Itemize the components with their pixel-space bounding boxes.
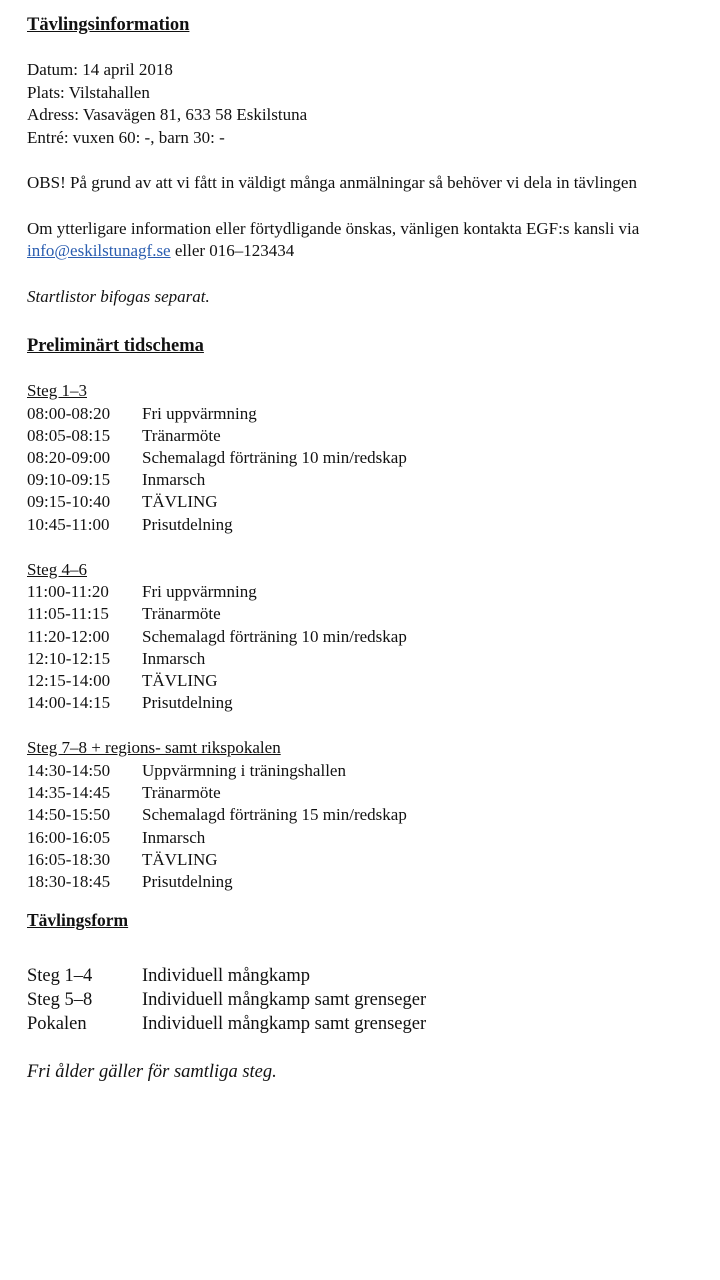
schedule-row (27, 871, 720, 893)
form-row-label: Pokalen (27, 1014, 87, 1035)
schedule-time: 12:10-12:15 (27, 648, 111, 668)
schedule-row (27, 491, 720, 513)
schedule-time: 12:15-14:00 (27, 671, 111, 691)
schedule-row (27, 760, 720, 782)
adress-line: Adress: Vasavägen 81, 633 58 Eskilstuna (27, 105, 308, 124)
schedule-activity: Uppvärmning i träningshallen (142, 760, 346, 780)
schedule-group (27, 737, 720, 893)
schedule-time: 16:00-16:05 (27, 827, 111, 847)
schedule-activity: Schemalagd förträning 15 min/redskap (142, 805, 407, 825)
schedule-time: 10:45-11:00 (27, 514, 110, 534)
form-row-label: Steg 1–4 (27, 966, 93, 987)
form-row-value: Individuell mångkamp samt grenseger (142, 1014, 427, 1035)
schedule-row (27, 827, 720, 849)
schedule-time: 14:30-14:50 (27, 760, 111, 780)
schedule-row (27, 469, 720, 491)
email-link[interactable]: info@eskilstunagf.se (27, 241, 171, 260)
form-heading: Tävlingsform (27, 910, 129, 931)
datum-line: Datum: 14 april 2018 (27, 60, 173, 79)
schedule-row (27, 849, 720, 871)
schedule-activity: Prisutdelning (142, 871, 233, 891)
schedule-activity: TÄVLING (142, 492, 218, 512)
plats-line: Plats: Vilstahallen (27, 82, 150, 102)
schedule-activity: Schemalagd förträning 10 min/redskap (142, 626, 407, 646)
startlistor-note: Startlistor bifogas separat. (27, 286, 210, 306)
schedule-row (27, 648, 720, 670)
schedule-activity: Tränarmöte (142, 783, 221, 803)
info-heading: Tävlingsinformation (27, 15, 190, 35)
form-row-label: Steg 5–8 (27, 990, 93, 1011)
schedule-time: 08:00-08:20 (27, 403, 111, 423)
schedule-group (27, 559, 720, 715)
schedule-activity: Fri uppvärmning (142, 403, 257, 423)
schedule-activity: TÄVLING (142, 849, 218, 869)
form-row (27, 964, 720, 988)
schedule-row (27, 692, 720, 714)
schedule-groups (27, 380, 720, 893)
schedule-group (27, 380, 720, 536)
schedule-row (27, 581, 720, 603)
document-page (27, 13, 720, 1084)
schedule-activity: Tränarmöte (142, 425, 221, 445)
schedule-time: 09:10-09:15 (27, 470, 111, 490)
form-row (27, 1012, 720, 1036)
schedule-row (27, 403, 720, 425)
schedule-time: 08:20-09:00 (27, 447, 111, 467)
schedule-activity: Inmarsch (142, 827, 206, 847)
schedule-time: 11:20-12:00 (27, 626, 110, 646)
entre-line: Entré: vuxen 60: -, barn 30: - (27, 127, 225, 147)
schedule-activity: Prisutdelning (142, 693, 233, 713)
schedule-activity: Inmarsch (142, 648, 206, 668)
schedule-time: 14:00-14:15 (27, 693, 111, 713)
form-row-value: Individuell mångkamp samt grenseger (142, 990, 427, 1011)
schedule-activity: TÄVLING (142, 671, 218, 691)
schedule-time: 18:30-18:45 (27, 871, 111, 891)
schedule-time: 14:35-14:45 (27, 783, 111, 803)
schedule-time: 11:00-11:20 (27, 582, 109, 602)
schedule-group-title: Steg 4–6 (27, 559, 87, 579)
schedule-activity: Prisutdelning (142, 514, 233, 534)
schedule-time: 08:05-08:15 (27, 425, 111, 445)
schedule-group-title: Steg 1–3 (27, 381, 87, 400)
schedule-heading: Preliminärt tidschema (27, 336, 204, 356)
obs-paragraph: OBS! På grund av att vi fått in väldigt många anmälningar så behöver vi dela in tävlingen (27, 173, 637, 192)
contact-paragraph: Om ytterligare information eller förtydligande önskas, vänligen kontakta EGF:s kansli via (27, 218, 640, 238)
schedule-row (27, 514, 720, 536)
schedule-time: 16:05-18:30 (27, 849, 111, 869)
schedule-row (27, 804, 720, 826)
form-row-value: Individuell mångkamp (142, 966, 311, 987)
schedule-activity: Schemalagd förträning 10 min/redskap (142, 447, 407, 467)
schedule-row (27, 782, 720, 804)
contact-line-2 (27, 240, 720, 263)
schedule-time: 09:15-10:40 (27, 492, 111, 512)
schedule-row (27, 603, 720, 625)
phone-text: eller 016–123434 (170, 241, 295, 260)
schedule-activity: Fri uppvärmning (142, 582, 257, 602)
schedule-group-title: Steg 7–8 + regions- samt rikspokalen (27, 738, 281, 758)
schedule-time: 14:50-15:50 (27, 805, 111, 825)
schedule-row (27, 447, 720, 469)
schedule-row (27, 670, 720, 692)
form-table (27, 964, 720, 1036)
schedule-activity: Inmarsch (142, 470, 206, 490)
age-note: Fri ålder gäller för samtliga steg. (27, 1062, 277, 1083)
form-row (27, 988, 720, 1012)
schedule-row (27, 626, 720, 648)
schedule-activity: Tränarmöte (142, 604, 221, 624)
schedule-time: 11:05-11:15 (27, 604, 109, 624)
schedule-row (27, 425, 720, 447)
